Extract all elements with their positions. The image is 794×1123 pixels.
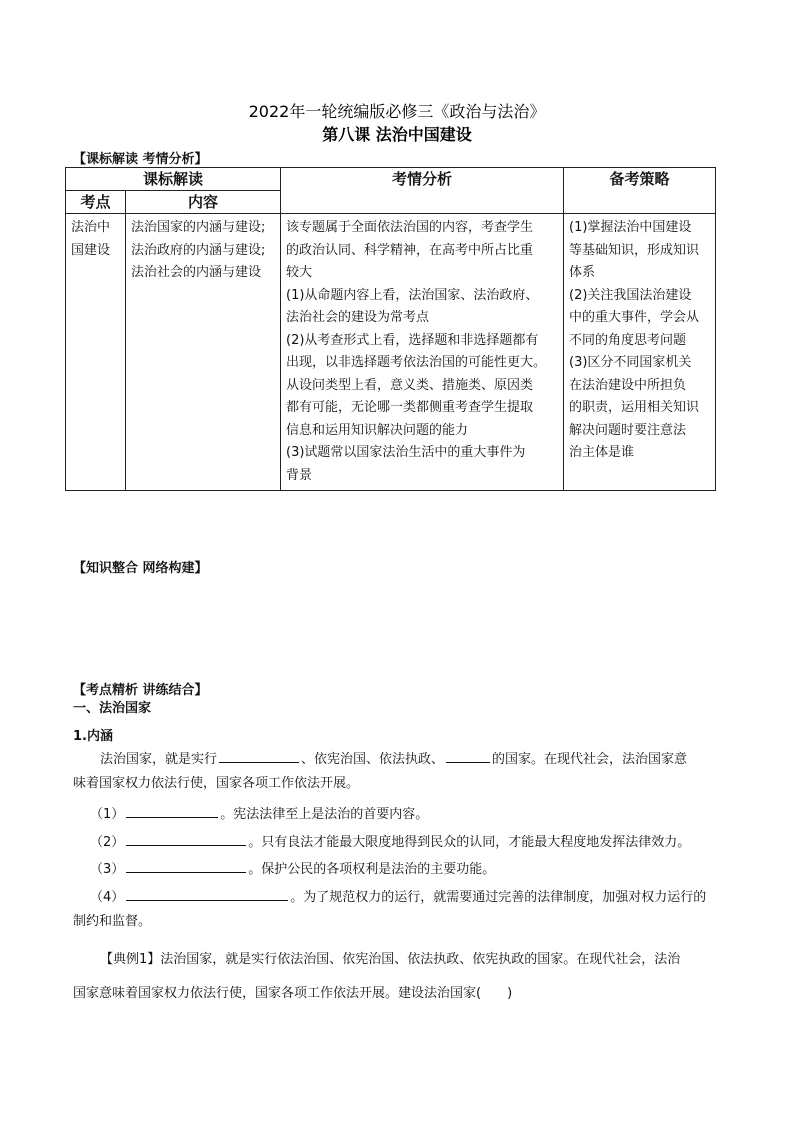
cell-line: 在法治建设中所担负	[569, 377, 687, 393]
fill-blank[interactable]	[126, 886, 288, 901]
section-heading-analysis: 【课标解读 考情分析】	[73, 152, 208, 167]
analysis-table	[65, 167, 716, 491]
list-item-number: （1）	[90, 807, 125, 822]
list-item-text: 。为了规范权力的运行，就需要通过完善的法律制度，加强对权力运行的	[290, 890, 707, 905]
fill-blank[interactable]	[126, 803, 218, 818]
cell-line: 法治社会的内涵与建设	[131, 265, 262, 280]
part-heading-rule-of-law-country: 一、法治国家	[73, 701, 152, 716]
list-item	[90, 886, 706, 910]
cell-line: 法治社会的建设为常考点	[286, 310, 430, 325]
cell-line: 中的重大事件，学会从	[569, 310, 700, 325]
header-kaoqing-fenxi: 考情分析	[281, 168, 564, 214]
definition-text: 、依宪治国、依法执政、	[301, 752, 445, 767]
cell-line: (1)掌握法治中国建设	[569, 220, 692, 235]
cell-line: 从设问类型上看，意义类、措施类、原因类	[286, 377, 534, 393]
definition-text: 的国家。在现代社会，法治国家意	[492, 752, 688, 767]
list-item	[90, 858, 495, 882]
cell-celue	[564, 214, 716, 491]
cell-neirong	[126, 214, 281, 491]
example-question-line1: 【典例1】法治国家，就是实行依法治国、依宪治国、依法执政、依宪执政的国家。在现代社会，法治	[100, 952, 681, 967]
list-item-text: 。保护公民的各项权利是法治的主要功能。	[248, 862, 496, 877]
cell-line: 出现，以非选择题考依法治国的可能性更大。	[286, 355, 547, 370]
cell-line: (2)关注我国法治建设	[569, 287, 692, 303]
example-question-line2: 国家意味着国家权力依法行使，国家各项工作依法开展。建设法治国家( )	[73, 986, 513, 1001]
definition-paragraph	[100, 748, 687, 772]
header-beikao-celue: 备考策略	[564, 168, 716, 214]
fill-blank[interactable]	[126, 858, 246, 873]
cell-line: 背景	[286, 467, 313, 483]
cell-line: 该专题属于全面依法治国的内容，考查学生	[286, 220, 534, 235]
list-item	[90, 831, 690, 855]
cell-line: 解决问题时要注意法	[569, 422, 687, 438]
cell-line: 治主体是谁	[569, 445, 635, 460]
cell-line: 不同的角度思考问题	[569, 332, 687, 348]
cell-line: (2)从考查形式上看，选择题和非选择题都有	[286, 332, 539, 348]
cell-line: 等基础知识，形成知识	[569, 242, 700, 258]
cell-line: 较大	[286, 265, 313, 280]
cell-line: 都有可能，无论哪一类都侧重考查学生提取	[286, 400, 534, 415]
header-kebiao-jiedu: 课标解读	[66, 168, 281, 191]
cell-line: 的政治认同、科学精神，在高考中所占比重	[286, 242, 534, 258]
cell-line: 体系	[569, 265, 596, 280]
cell-kaodian	[66, 214, 126, 491]
fill-blank[interactable]	[219, 748, 299, 763]
header-kaodian: 考点	[66, 191, 126, 214]
cell-line: 法治政府的内涵与建设;	[131, 242, 266, 258]
cell-line: 法治国家的内涵与建设;	[131, 220, 266, 235]
list-item	[90, 803, 428, 827]
cell-line: 信息和运用知识解决问题的能力	[286, 422, 469, 438]
cell-line: 国建设	[71, 242, 111, 258]
list-item-text: 。宪法法律至上是法治的首要内容。	[220, 807, 429, 822]
definition-text: 法治国家，就是实行	[100, 752, 218, 767]
definition-paragraph-line2: 味着国家权力依法行使，国家各项工作依法开展。	[73, 776, 360, 791]
section-heading-exam-points: 【考点精析 讲练结合】	[73, 683, 208, 698]
cell-line: 法治中	[71, 220, 111, 235]
section-heading-knowledge: 【知识整合 网络构建】	[73, 561, 208, 576]
document-title: 2022年一轮统编版必修三《政治与法治》	[248, 102, 546, 121]
list-item-number: （4）	[90, 890, 125, 905]
sub-heading-connotation: 1.内涵	[73, 729, 113, 744]
cell-line: (1)从命题内容上看，法治国家、法治政府、	[286, 287, 539, 303]
cell-line: 的职责，运用相关知识	[569, 400, 700, 415]
cell-line: (3)试题常以国家法治生活中的重大事件为	[286, 445, 526, 460]
fill-blank[interactable]	[446, 748, 490, 763]
list-item-number: （2）	[90, 835, 125, 850]
cell-kaoqing	[281, 214, 564, 491]
list-item-line2: 制约和监督。	[73, 914, 152, 929]
header-neirong: 内容	[126, 191, 281, 214]
lesson-title: 第八课 法治中国建设	[322, 125, 472, 144]
cell-line: (3)区分不同国家机关	[569, 355, 692, 370]
list-item-text: 。只有良法才能最大限度地得到民众的认同，才能最大程度地发挥法律效力。	[248, 835, 691, 850]
fill-blank[interactable]	[126, 831, 246, 846]
list-item-number: （3）	[90, 862, 125, 877]
